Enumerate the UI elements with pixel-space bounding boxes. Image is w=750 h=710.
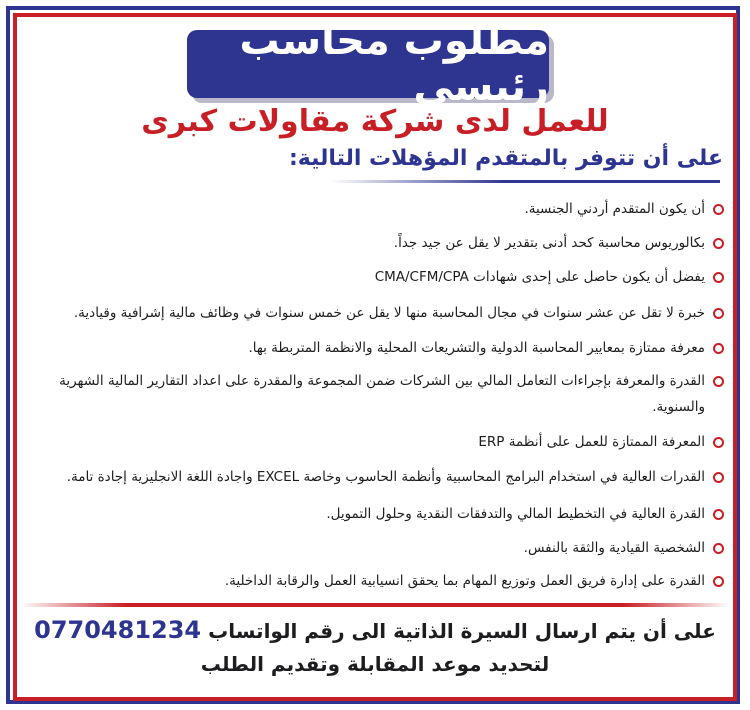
list-item (19, 535, 724, 561)
list-item-text: خبرة لا تقل عن عشر سنوات في مجال المحاسبة منها لا يقل عن خمس سنوات في وظائف مالية إشرافية وقيادية. (73, 305, 705, 321)
heading-underline (330, 180, 720, 183)
list-item (19, 368, 724, 420)
list-item (19, 230, 724, 256)
list-item-text: الشخصية القيادية والثقة بالنفس. (523, 540, 705, 556)
footer-contact-line (0, 616, 750, 644)
list-item (19, 429, 724, 455)
list-item-text: المعرفة الممتازة للعمل على أنظمة ERP (478, 434, 705, 450)
bullet-icon (713, 376, 724, 387)
list-item-text: القدرة والمعرفة بإجراءات التعامل المالي بين الشركات ضمن المجموعة والمقدرة على اعداد التقارير المالية الشهرية والسنوية. (59, 373, 705, 415)
bullet-icon (713, 437, 724, 448)
list-item-text: القدرة على إدارة فريق العمل وتوزيع المهام بما يحقق انسيابية العمل والرقابة الداخلية. (224, 573, 705, 589)
list-item-text: القدرة العالية في التخطيط المالي والتدفقات النقدية وحلول التمويل. (326, 506, 705, 522)
bullet-icon (713, 343, 724, 354)
list-item (19, 501, 724, 527)
list-item (19, 300, 724, 326)
footer-contact-text: على أن يتم ارسال السيرة الذاتية الى رقم الواتساب (208, 619, 716, 643)
ad-subtitle: للعمل لدى شركة مقاولات كبرى (141, 104, 609, 139)
list-item (19, 196, 724, 222)
footer-interview-line: لتحديد موعد المقابلة وتقديم الطلب (200, 652, 550, 676)
bullet-icon (713, 308, 724, 319)
bullet-icon (713, 204, 724, 215)
bullet-icon (713, 238, 724, 249)
list-item-text: القدرات العالية في استخدام البرامج المحاسبية وأنظمة الحاسوب وخاصة EXCEL واجادة اللغة الانجليزية إجادة تامة. (66, 469, 705, 485)
bullet-icon (713, 272, 724, 283)
whatsapp-phone-number: 0770481234 (34, 616, 202, 644)
list-item-text: أن يكون المتقدم أردني الجنسية. (524, 201, 705, 217)
list-item-text: بكالوريوس محاسبة كحد أدنى بتقدير لا يقل عن جيد جداً. (393, 235, 705, 251)
qualifications-heading: على أن تتوفر بالمتقدم المؤهلات التالية: (288, 146, 723, 171)
ad-title: مطلوب محاسب رئيسي (187, 30, 549, 98)
list-item (19, 568, 724, 594)
section-divider (20, 603, 730, 607)
list-item-text: معرفة ممتازة بمعايير المحاسبة الدولية والتشريعات المحلية والانظمة المتربطة بها. (248, 340, 705, 356)
list-item (19, 464, 724, 490)
bullet-icon (713, 576, 724, 587)
list-item-text: يفضل أن يكون حاصل على إحدى شهادات CMA/CFM/CPA (374, 269, 705, 285)
bullet-icon (713, 509, 724, 520)
list-item (19, 335, 724, 361)
list-item (19, 264, 724, 290)
bullet-icon (713, 543, 724, 554)
bullet-icon (713, 472, 724, 483)
